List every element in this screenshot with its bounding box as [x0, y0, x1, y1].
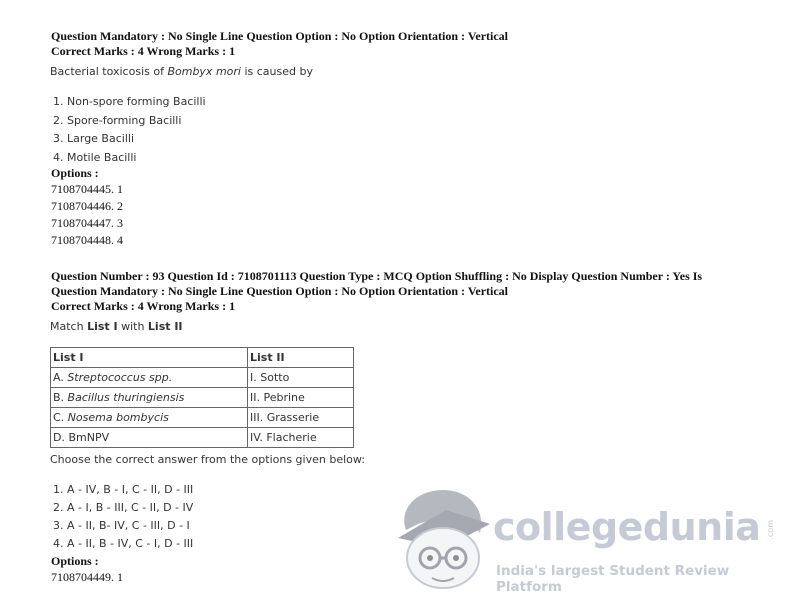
list1-text: BmNPV — [68, 431, 110, 444]
table-row — [51, 368, 354, 388]
list1-text: Nosema bombycis — [67, 411, 169, 424]
q2-header-line1: Question Number : 93 Question Id : 7108701113 Question Type : MCQ Option Shuffling : No Display Question Number : Yes Is — [51, 269, 703, 283]
q1-options-label: Options : — [51, 166, 99, 180]
q1-option-id-3: 7108704447. 3 — [51, 216, 123, 230]
list1-cell — [51, 388, 248, 408]
q1-option-id-1: 7108704445. 1 — [51, 182, 123, 196]
q2-options-label: Options : — [51, 554, 99, 568]
list2-header: List II — [248, 348, 354, 368]
q2-choice-4: 4. A - II, B - IV, C - I, D - III — [53, 537, 194, 550]
q1-choice-2: 2. Spore-forming Bacilli — [53, 113, 182, 127]
q1-question-prefix: Bacterial toxicosis of — [50, 65, 168, 78]
list1-cell — [51, 368, 248, 388]
watermark-brand: collegedunia — [493, 505, 761, 549]
q2-match-list1: List I — [87, 320, 118, 333]
q2-match-instruction — [50, 319, 183, 334]
list1-cell — [51, 408, 248, 428]
watermark-tld: .com — [766, 520, 775, 540]
q1-choice-3: 3. Large Bacilli — [53, 132, 134, 145]
match-table — [50, 347, 354, 448]
q1-marks-line: Correct Marks : 4 Wrong Marks : 1 — [51, 44, 236, 58]
q1-question-italic: Bombyx mori — [167, 65, 241, 78]
q2-choice-1: 1. A - IV, B - I, C - II, D - III — [53, 483, 194, 496]
q1-option-ids — [51, 181, 123, 249]
q1-meta-line: Question Mandatory : No Single Line Question Option : No Option Orientation : Vertical — [51, 29, 509, 43]
q2-option-id-1: 7108704449. 1 — [51, 570, 123, 584]
q2-match-prefix: Match — [50, 320, 88, 333]
list2-cell: IV. Flacherie — [248, 428, 354, 448]
list1-text: Streptococcus spp. — [67, 371, 173, 384]
list1-prefix: C. — [53, 411, 68, 424]
q2-match-list2: List II — [147, 320, 183, 333]
list1-prefix: B. — [53, 391, 68, 404]
mascot-logo-icon — [388, 478, 498, 596]
q1-choice-4: 4. Motile Bacilli — [53, 150, 137, 164]
table-row — [51, 428, 354, 448]
q2-choice-2: 2. A - I, B - III, C - II, D - IV — [53, 501, 194, 514]
list2-cell: III. Grasserie — [248, 408, 354, 428]
q2-marks-line: Correct Marks : 4 Wrong Marks : 1 — [51, 299, 236, 313]
list1-header: List I — [51, 348, 248, 368]
list2-cell: I. Sotto — [248, 368, 354, 388]
q1-option-id-4: 7108704448. 4 — [51, 233, 123, 247]
list1-text: Bacillus thuringiensis — [67, 391, 185, 404]
list1-cell — [51, 428, 248, 448]
q2-choice-list — [53, 482, 193, 554]
q2-choice-3: 3. A - II, B- IV, C - III, D - I — [53, 519, 190, 532]
list1-prefix: D. — [53, 431, 69, 444]
table-row — [51, 388, 354, 408]
list1-prefix: A. — [53, 371, 68, 384]
q2-match-with: with — [117, 320, 148, 333]
list2-cell: II. Pebrine — [248, 388, 354, 408]
q2-header-line2: Question Mandatory : No Single Line Question Option : No Option Orientation : Vertical — [51, 284, 509, 298]
table-row — [51, 408, 354, 428]
q1-option-id-2: 7108704446. 2 — [51, 199, 123, 213]
q1-choice-1: 1. Non-spore forming Bacilli — [53, 95, 206, 108]
q1-choice-list — [53, 94, 206, 168]
watermark-tagline: India's largest Student Review Platform — [496, 563, 730, 595]
q1-question-suffix: is caused by — [240, 65, 313, 78]
q1-question-text — [50, 64, 313, 79]
match-table-header — [51, 348, 354, 368]
q2-instruction: Choose the correct answer from the options given below: — [50, 453, 365, 466]
